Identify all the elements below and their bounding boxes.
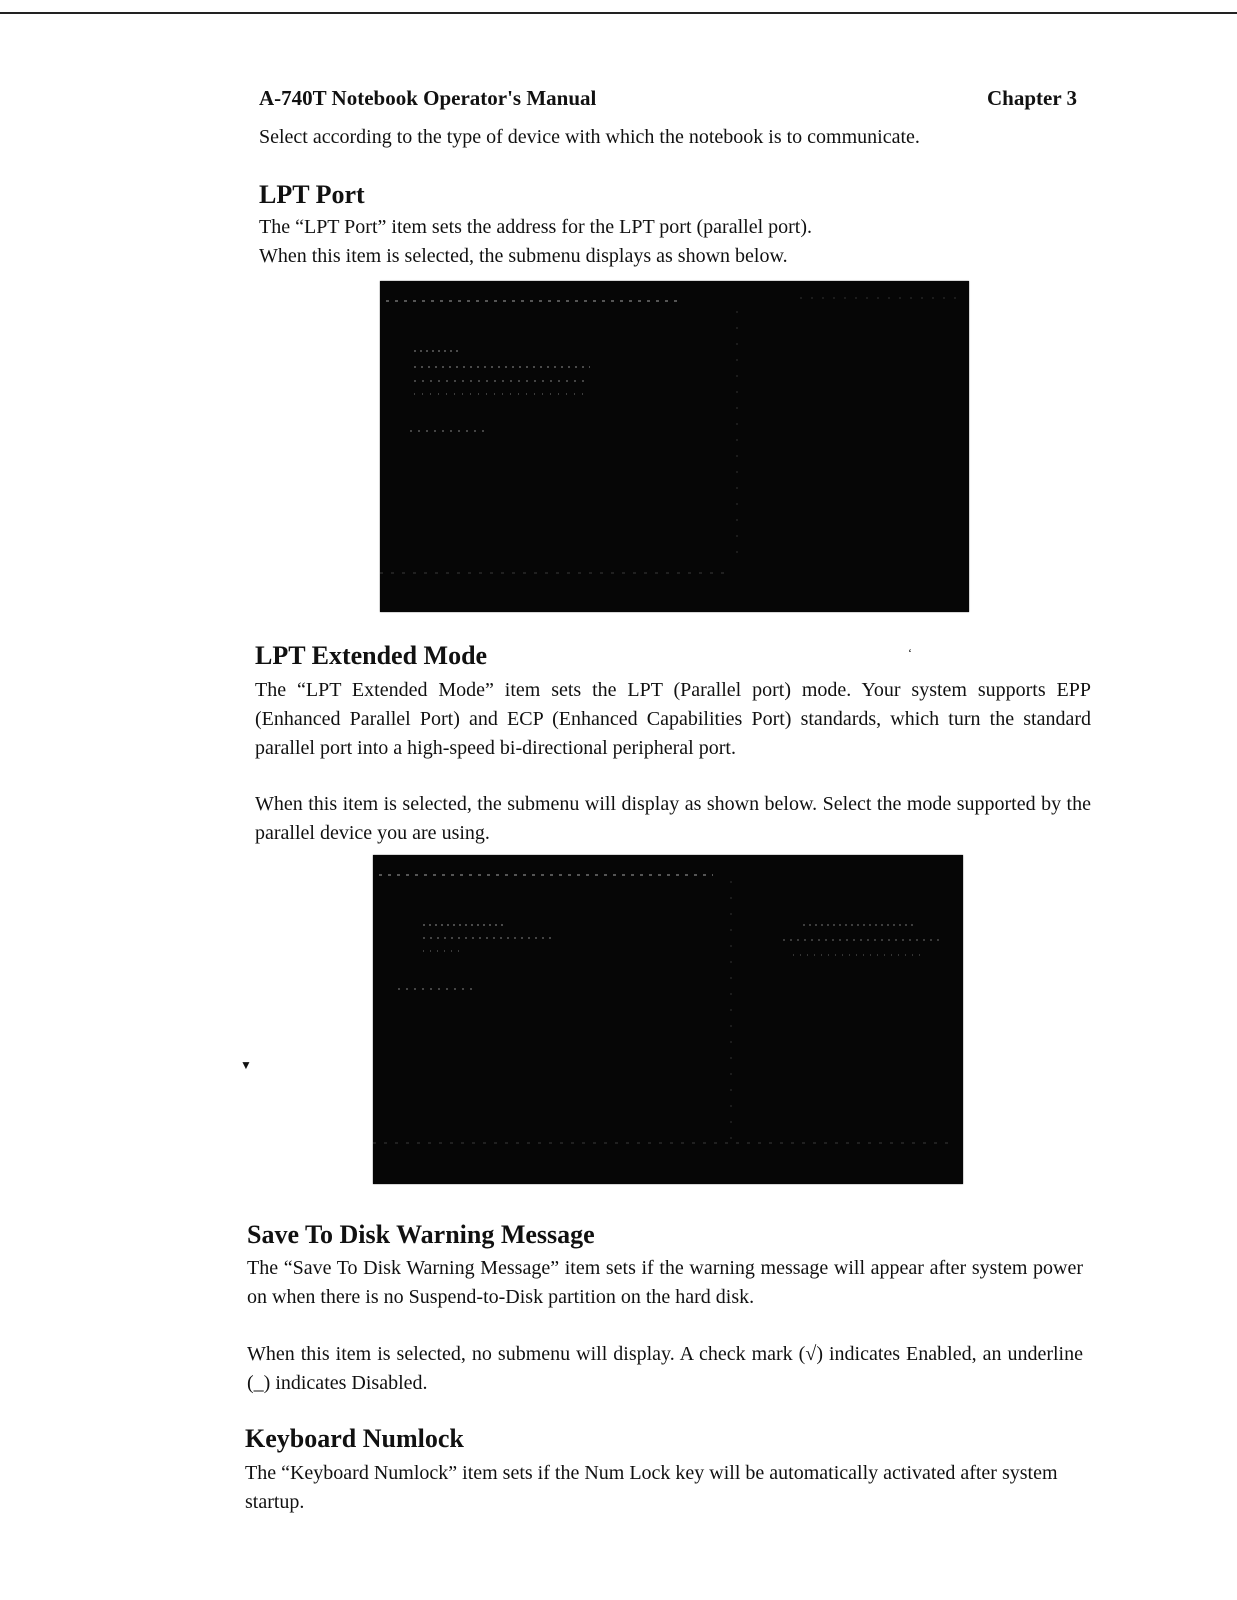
manual-title: A-740T Notebook Operator's Manual <box>259 86 597 110</box>
lpt-port-line2: When this item is selected, the submenu displays as shown below. <box>259 245 788 267</box>
heading-save-to-disk: Save To Disk Warning Message <box>247 1220 595 1249</box>
heading-lpt-extended-mode: LPT Extended Mode <box>255 641 488 670</box>
save-to-disk-para1: The “Save To Disk Warning Message” item sets if the warning message will appear after system power on when there is no Suspend-to-Disk partition on the hard disk. <box>247 1257 1083 1308</box>
top-rule <box>0 12 1237 14</box>
scan-speck: ‘ <box>908 646 912 660</box>
bios-screenshot-lpt-port <box>380 281 969 612</box>
chapter-label: Chapter 3 <box>987 86 1078 110</box>
lpt-extended-para1: The “LPT Extended Mode” item sets the LPT (Parallel port) mode. Your system supports EPP (Enhanced Parallel Port) and ECP (Enhanced Capabilities Port) standards, which turn the standard parallel port into a high-speed bi-directional peripheral port. <box>255 679 1091 759</box>
save-to-disk-para2: When this item is selected, no submenu will display. A check mark (√) indicates Enabled, an underline (_) indicates Disabled. <box>247 1343 1083 1394</box>
lpt-extended-para2: When this item is selected, the submenu will display as shown below. Select the mode supported by the parallel device you are using. <box>255 793 1091 844</box>
heading-lpt-port: LPT Port <box>259 180 365 209</box>
bios-screenshot-lpt-extended <box>373 855 963 1184</box>
intro-text: Select according to the type of device with which the notebook is to communicate. <box>259 126 920 148</box>
keyboard-numlock-para1: The “Keyboard Numlock” item sets if the Num Lock key will be automatically activated after system startup. <box>245 1462 1058 1513</box>
scan-speck: ▼ <box>240 1058 252 1072</box>
heading-keyboard-numlock: Keyboard Numlock <box>245 1424 464 1453</box>
lpt-port-line1: The “LPT Port” item sets the address for the LPT port (parallel port). <box>259 216 813 238</box>
